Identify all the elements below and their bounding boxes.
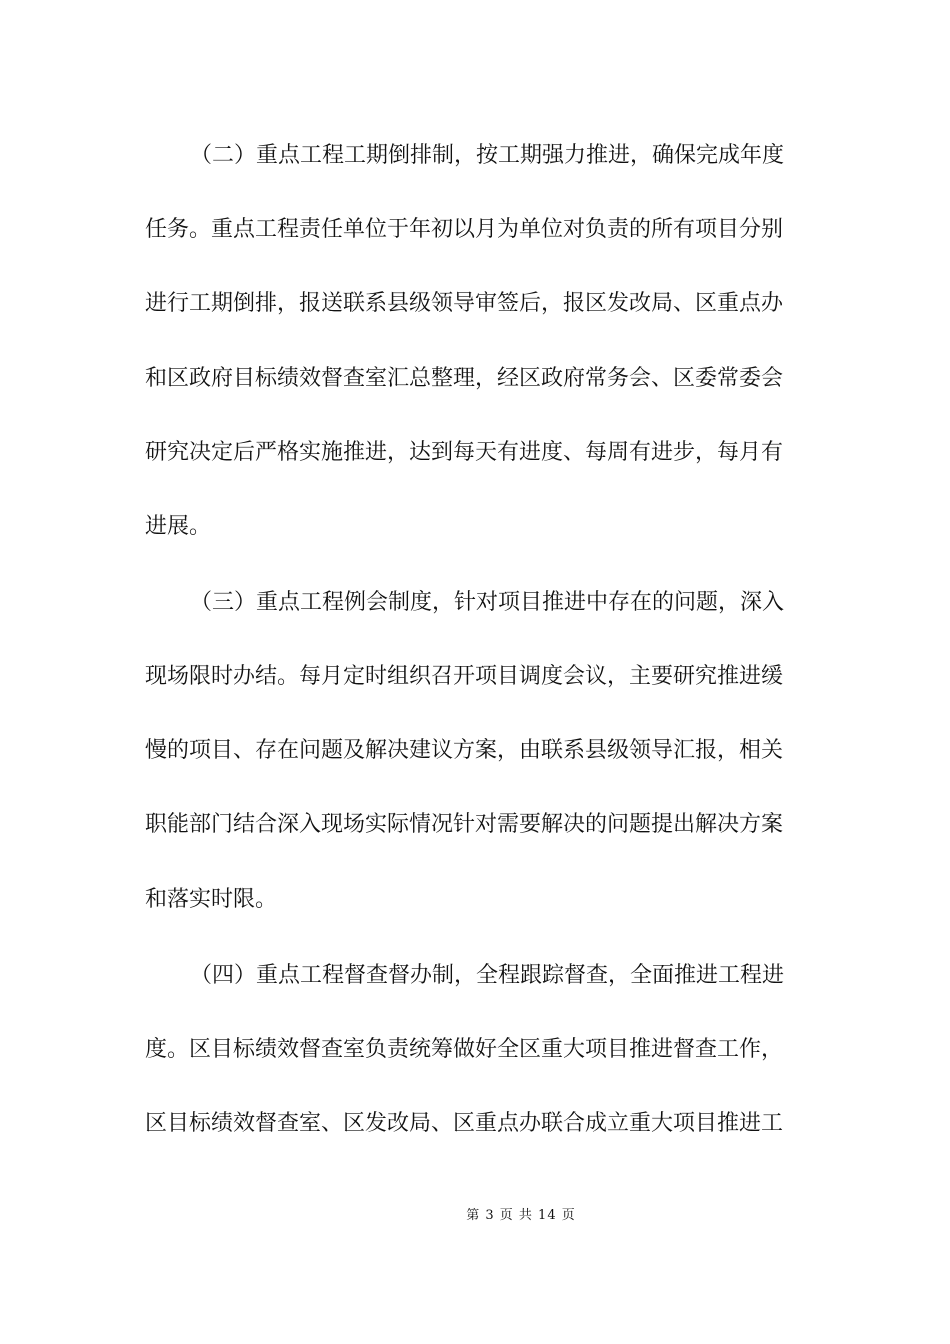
paragraph-4-line-2: 度。区目标绩效督查室负责统筹做好全区重大项目推进督查工作， [145, 1037, 784, 1062]
paragraph-3-line-2: 现场限时办结。每月定时组织召开项目调度会议，主要研究推进缓 [145, 664, 784, 689]
paragraph-2-line-6: 进展。 [145, 514, 212, 539]
page-number-label: 第 3 页 共 14 页 [466, 1208, 576, 1223]
paragraph-4-line-1: （四）重点工程督查督办制，全程跟踪督查，全面推进工程进 [190, 963, 785, 988]
paragraph-4-line-3: 区目标绩效督查室、区发改局、区重点办联合成立重大项目推进工 [145, 1111, 784, 1136]
paragraph-2-line-3: 进行工期倒排，报送联系县级领导审签后，报区发改局、区重点办 [145, 291, 784, 316]
paragraph-2-line-4: 和区政府目标绩效督查室汇总整理，经区政府常务会、区委常委会 [145, 366, 784, 391]
paragraph-2-line-1: （二）重点工程工期倒排制，按工期强力推进，确保完成年度 [190, 143, 785, 168]
paragraph-3-line-4: 职能部门结合深入现场实际情况针对需要解决的问题提出解决方案 [145, 812, 784, 837]
page-footer [0, 1208, 950, 1224]
paragraph-2-line-5: 研究决定后严格实施推进，达到每天有进度、每周有进步，每月有 [145, 440, 784, 465]
paragraph-3-line-5: 和落实时限。 [145, 887, 278, 912]
paragraph-2-line-2: 任务。重点工程责任单位于年初以月为单位对负责的所有项目分别 [145, 217, 784, 242]
paragraph-3-line-1: （三）重点工程例会制度，针对项目推进中存在的问题，深入 [190, 590, 785, 615]
paragraph-3-line-3: 慢的项目、存在问题及解决建议方案，由联系县级领导汇报，相关 [145, 738, 784, 763]
